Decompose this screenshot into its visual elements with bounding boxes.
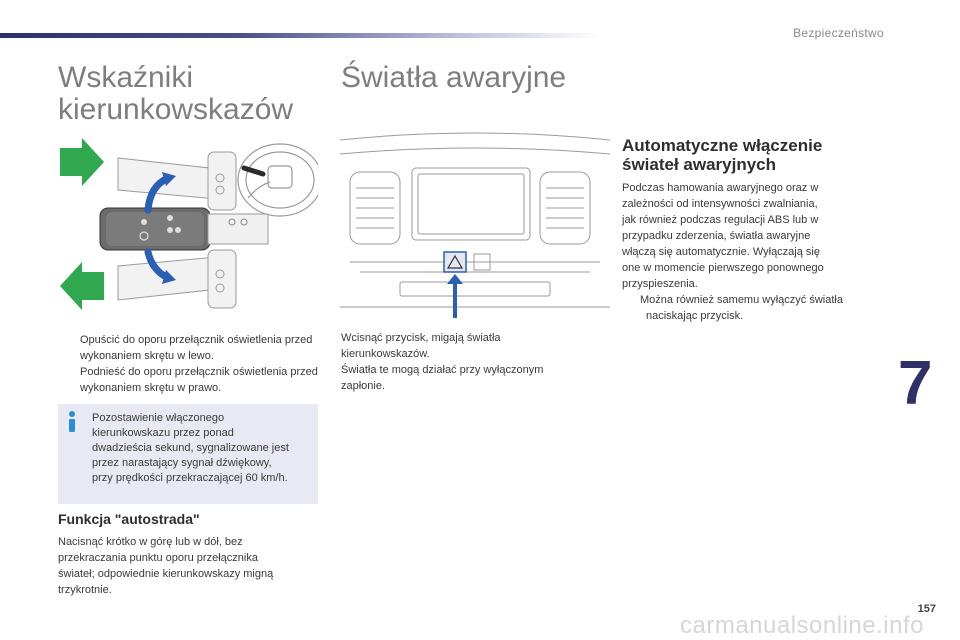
text-line: przekraczania punktu oporu przełącznika <box>58 552 258 564</box>
auto-hazard-heading <box>622 136 822 174</box>
hazard-text <box>341 330 603 394</box>
autostrada-text <box>58 534 320 598</box>
text-line: zależności od intensywności zwalniania, <box>622 198 818 210</box>
text-line: trzykrotnie. <box>58 584 112 596</box>
text-line: one w momencie pierwszego ponownego <box>622 262 824 274</box>
info-line: Pozostawienie włączonego <box>92 412 225 424</box>
autostrada-heading: Funkcja "autostrada" <box>58 511 200 527</box>
text-line: zapłonie. <box>341 380 386 392</box>
page-number: 157 <box>917 603 936 615</box>
title-line-1: Wskaźniki <box>58 61 194 94</box>
hazard-button[interactable] <box>444 252 466 272</box>
green-arrow-right-icon <box>60 138 104 186</box>
chapter-number: 7 <box>898 349 933 418</box>
text-line: Nacisnąć krótko w górę lub w dół, bez <box>58 536 243 548</box>
text-line: włączą się automatycznie. Wyłączają się <box>622 246 820 258</box>
steering-wheel-sketch <box>238 144 318 216</box>
dashboard-hazard-illustration <box>340 132 610 322</box>
text-line: świateł; odpowiednie kierunkowskazy migną <box>58 568 274 580</box>
info-line: kierunkowskazu przez ponad <box>92 427 234 439</box>
info-line: przez narastający sygnał dźwiękowy, <box>92 457 272 469</box>
bullet-text-line-2: naciskając przycisk. <box>646 310 744 322</box>
left-instructions <box>62 332 324 396</box>
text-line: przypadku zderzenia, światła awaryjne <box>622 230 811 242</box>
touch-screen <box>412 168 530 240</box>
header-bar <box>0 33 600 38</box>
bullet-item <box>622 292 884 308</box>
turn-signal-stalk-illustration <box>58 138 318 320</box>
bullet-text-left-turn: Opuścić do oporu przełącznik oświetlenia przed wykonaniem skrętu w lewo. <box>80 334 313 362</box>
dash-outline <box>340 133 610 140</box>
title-line-2: kierunkowskazów <box>58 93 294 126</box>
heading-line-2: świateł awaryjnych <box>622 155 777 174</box>
text-line: przyspieszenia. <box>622 278 698 290</box>
text-line: Podczas hamowania awaryjnego oraz w <box>622 182 819 194</box>
main-stalk <box>100 208 268 250</box>
info-line: przy prędkości przekraczającej 60 km/h. <box>92 472 288 484</box>
bullet-item <box>62 364 324 396</box>
green-arrow-left-icon <box>60 262 104 310</box>
text-line: Światła te mogą działać przy wyłączonym <box>341 364 544 376</box>
info-icon <box>62 410 82 434</box>
bullet-text-line-1: Można również samemu wyłączyć światła <box>640 294 843 306</box>
section-title: Bezpieczeństwo <box>793 26 884 40</box>
bullet-item <box>62 332 324 364</box>
text-line: kierunkowskazów. <box>341 348 430 360</box>
page-title-turn-signals <box>58 62 293 126</box>
heading-line-1: Automatyczne włączenie <box>622 136 823 155</box>
upper-stalk-ghost <box>118 152 236 210</box>
info-text <box>92 411 312 486</box>
auto-hazard-text <box>622 180 884 324</box>
right-air-vent <box>540 172 590 244</box>
lower-stalk-ghost <box>118 250 236 308</box>
left-air-vent <box>350 172 400 244</box>
text-line: Wcisnąć przycisk, migają światła <box>341 332 501 344</box>
page-title-hazard-lights: Światła awaryjne <box>341 61 567 94</box>
bullet-text-right-turn: Podnieść do oporu przełącznik oświetlenia przed wykonaniem skrętu w prawo. <box>80 366 318 394</box>
info-line: dwadzieścia sekund, sygnalizowane jest <box>92 442 289 454</box>
watermark: carmanualsonline.info <box>680 612 924 639</box>
text-line: jak również podczas regulacji ABS lub w <box>622 214 819 226</box>
